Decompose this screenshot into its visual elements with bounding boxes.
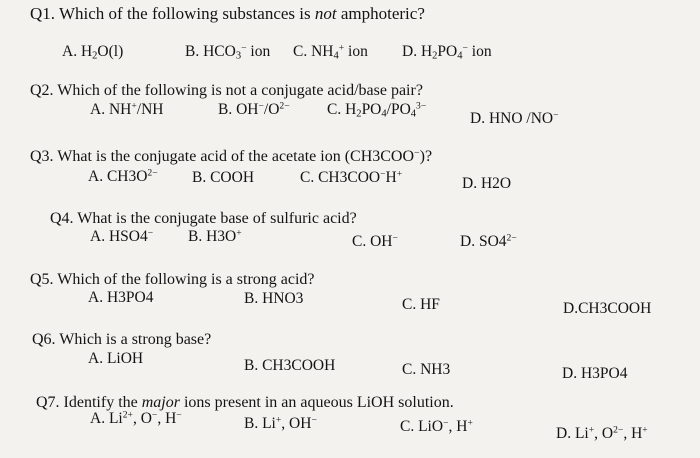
q7-d-sup1: + <box>588 424 595 436</box>
q4-a-sup: − <box>147 227 154 239</box>
q7-stem-emphasis: major <box>141 394 180 411</box>
q1-a-pre: A. H <box>62 43 93 60</box>
q5-option-c[interactable]: C. HF <box>402 296 440 313</box>
q1-option-d[interactable] <box>402 43 492 61</box>
q2-d-pre: D. HNO /NO <box>470 110 554 127</box>
q1-c-post: ion <box>344 43 368 60</box>
q7-d-mid2: , H <box>623 425 643 442</box>
q7-b-pre: B. Li <box>244 415 276 432</box>
q2-option-b[interactable] <box>218 101 290 119</box>
q7-c-sup1: − <box>443 417 449 429</box>
q4-d-sup: 2− <box>506 232 517 244</box>
q3-c-sup2: + <box>396 168 403 180</box>
q4-option-b[interactable] <box>188 228 242 246</box>
q4-c-sup: − <box>392 232 398 244</box>
q1-stem-prefix: Q1. Which of the following substances is <box>30 4 315 23</box>
q2-a-post: /NH <box>136 101 164 118</box>
q2-c-sup: 3− <box>416 100 427 112</box>
q5-option-b[interactable]: B. HNO3 <box>244 290 304 307</box>
q1-stem-suffix: amphoteric? <box>336 4 425 23</box>
q2-b-pre: B. OH <box>218 101 259 118</box>
q1-stem <box>30 4 425 24</box>
q3-stem <box>30 148 432 166</box>
q2-c-sub3: 4 <box>410 108 417 120</box>
q7-b-sup2: − <box>311 414 317 426</box>
q2-c-mid: PO <box>361 101 382 118</box>
q7-option-a[interactable] <box>90 410 182 428</box>
q3-c-mid: H <box>385 169 397 186</box>
q1-d-pre: D. H <box>402 43 433 60</box>
q3-option-d[interactable]: D. H2O <box>462 175 512 192</box>
q1-d-mid: PO <box>437 43 458 60</box>
q1-b-sup: − <box>241 42 247 54</box>
q4-d-pre: D. SO4 <box>460 233 507 250</box>
q3-stem-post: )? <box>419 148 433 165</box>
q1-c-pre: C. NH <box>293 43 334 60</box>
q7-d-pre: D. Li <box>556 425 589 442</box>
q7-option-b[interactable] <box>244 415 317 433</box>
q2-a-sup: + <box>131 100 137 112</box>
q4-option-c[interactable] <box>352 233 398 251</box>
q1-c-sup: + <box>338 42 345 54</box>
q7-option-d[interactable] <box>556 425 648 443</box>
q7-b-mid: , OH <box>281 415 312 432</box>
q7-stem-prefix: Q7. Identify the <box>36 394 142 411</box>
q4-a-pre: A. HSO4 <box>90 228 148 245</box>
q3-option-b[interactable]: B. COOH <box>192 169 255 186</box>
q7-c-mid: , H <box>448 418 468 435</box>
q5-option-a[interactable]: A. H3PO4 <box>88 289 154 306</box>
q4-c-pre: C. OH <box>352 233 393 250</box>
q7-a-pre: A. Li <box>90 410 123 427</box>
q4-option-d[interactable] <box>460 233 517 251</box>
q2-c-mid2: /PO <box>386 101 411 118</box>
q7-stem-suffix: ions present in an aqueous LiOH solution. <box>179 394 454 411</box>
q7-d-mid: , O <box>594 425 614 442</box>
q6-option-a[interactable]: A. LiOH <box>88 350 144 367</box>
q7-c-sup2: + <box>467 417 473 429</box>
q1-b-post: ion <box>246 43 271 60</box>
q1-a-sub: 2 <box>92 50 98 62</box>
q1-b-sub: 3 <box>235 50 242 62</box>
q1-d-sub2: 4 <box>457 50 463 62</box>
q2-option-a[interactable] <box>90 101 163 119</box>
q1-d-sup: − <box>462 42 468 54</box>
q5-stem: Q5. Which of the following is a strong acid? <box>30 271 315 288</box>
q3-option-c[interactable] <box>300 169 402 187</box>
q2-c-sub2: 4 <box>381 108 387 120</box>
q2-c-pre: C. H <box>327 101 357 118</box>
q1-option-c[interactable] <box>293 43 368 61</box>
q3-stem-sup: − <box>414 147 420 159</box>
q6-stem: Q6. Which is a strong base? <box>32 331 212 348</box>
q7-option-c[interactable] <box>400 418 473 436</box>
q1-d-sub1: 2 <box>432 50 438 62</box>
q7-a-sup3: − <box>176 409 182 421</box>
q7-d-sup3: + <box>642 424 648 436</box>
q6-option-d[interactable]: D. H3PO4 <box>562 365 628 382</box>
q6-option-b[interactable]: B. CH3COOH <box>244 357 336 374</box>
q1-stem-emphasis: not <box>314 4 337 23</box>
q7-c-pre: C. LiO <box>400 418 444 435</box>
q2-option-d[interactable] <box>470 110 559 128</box>
q1-c-sub: 4 <box>333 50 339 62</box>
q3-option-a[interactable] <box>88 168 158 186</box>
q3-c-pre: C. CH3COO <box>300 169 381 186</box>
q5-option-d[interactable]: D.CH3COOH <box>563 300 652 317</box>
q2-b-sup2: 2− <box>279 100 290 112</box>
q4-b-sup: + <box>236 227 242 239</box>
q2-d-sup: − <box>553 109 559 121</box>
q3-c-sup1: − <box>380 168 386 180</box>
q1-option-b[interactable] <box>185 43 270 61</box>
q7-d-sup2: 2− <box>613 424 624 436</box>
q2-a-pre: A. NH <box>90 101 132 118</box>
q7-a-sup2: − <box>151 409 158 421</box>
q7-a-sup1: 2+ <box>122 409 133 421</box>
q2-stem: Q2. Which of the following is not a conjugate acid/base pair? <box>30 82 423 99</box>
q4-stem: Q4. What is the conjugate base of sulfuric acid? <box>50 210 357 227</box>
q2-c-sub1: 2 <box>356 108 362 120</box>
q1-a-post: O(l) <box>97 43 124 60</box>
q1-d-post: ion <box>467 43 492 60</box>
q2-b-mid: /O <box>263 101 280 118</box>
q3-stem-pre: Q3. What is the conjugate acid of the acetate ion (CH3COO <box>30 148 415 165</box>
q2-option-c[interactable] <box>327 101 426 119</box>
q1-b-pre: B. HCO <box>185 43 236 60</box>
q7-a-mid2: , H <box>157 410 177 427</box>
q3-a-sup: 2− <box>147 167 158 179</box>
q4-b-pre: B. H3O <box>188 228 237 245</box>
q7-b-sup1: + <box>275 414 282 426</box>
q6-option-c[interactable]: C. NH3 <box>402 361 451 378</box>
q4-option-a[interactable] <box>90 228 153 246</box>
q3-a-pre: A. CH3O <box>88 168 148 185</box>
q7-a-mid: , O <box>132 410 152 427</box>
q1-option-a[interactable] <box>62 43 123 61</box>
q2-b-sup1: − <box>258 100 264 112</box>
